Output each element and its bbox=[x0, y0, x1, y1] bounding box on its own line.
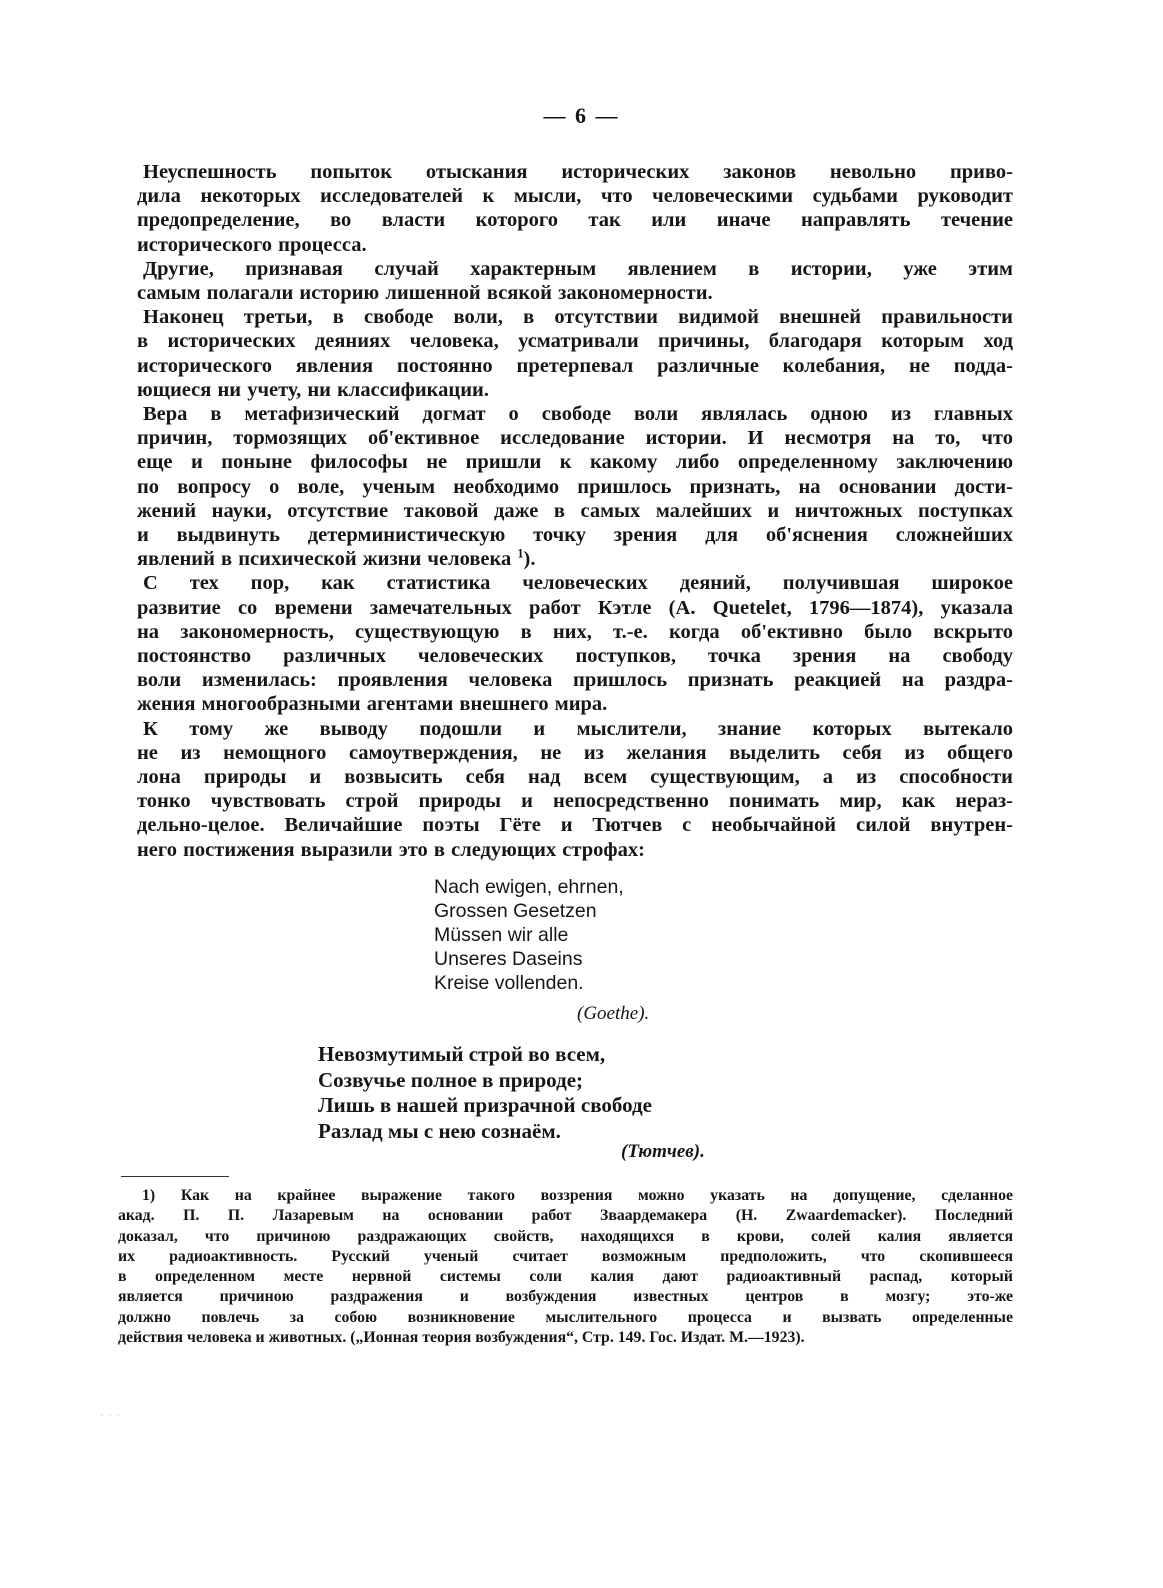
text-line: в исторических деяниях человека, усматривали причины, благодаря которым ход bbox=[137, 330, 1013, 353]
text-line: дила некоторых исследователей к мысли, что человеческими судьбами руководит bbox=[137, 185, 1013, 208]
text-line: жения многообразными агентами внешнего мира. bbox=[137, 693, 608, 716]
text-line: Другие, признавая случай характерным явлением в истории, уже этим bbox=[143, 257, 1013, 280]
page-number: — 6 — bbox=[543, 103, 620, 128]
text-line: исторического явления постоянно претерпевал различные колебания, не подда- bbox=[137, 354, 1013, 377]
text-line: С тех пор, как статистика человеческих деяний, получившая широкое bbox=[143, 572, 1013, 595]
footnote-line-content: Как на крайнее выражение такого воззрения можно указать на допущение, сделанное bbox=[180, 1187, 1014, 1204]
footnote-line: должно повлечь за собою возникновение мыслительного процесса и вызвать определенные bbox=[118, 1308, 1013, 1326]
paragraph-4 bbox=[137, 402, 1013, 571]
text-line: жений науки, отсутствие таковой даже в самых малейших и ничтожных поступках bbox=[137, 499, 1013, 522]
footnote-ref-tail: ). bbox=[523, 548, 536, 571]
text-line: ющиеся ни учету, ни классификации. bbox=[137, 378, 489, 401]
poem-line: Невозмутимый строй во всем, bbox=[318, 1042, 606, 1066]
text-line: и выдвинуть детерминистическую точку зрения для об'яснения сложнейших bbox=[137, 524, 1013, 547]
poem-line: Лишь в нашей призрачной свободе bbox=[318, 1093, 652, 1117]
text-line: не из немощного самоутверждения, не из желания выделить себя из общего bbox=[137, 741, 1013, 764]
poem-line: Nach ewigen, ehrnen, bbox=[434, 876, 624, 898]
text-line: Неуспешность попыток отыскания исторических законов невольно приво- bbox=[143, 161, 1013, 183]
text-line: постоянство различных человеческих поступков, точка зрения на свободу bbox=[137, 645, 1013, 668]
text-line bbox=[137, 547, 1013, 571]
footnote-line: доказал, что причиною раздражающих свойств, находящихся в крови, солей калия является bbox=[118, 1227, 1013, 1245]
paragraph-1 bbox=[137, 160, 1013, 257]
main-text bbox=[137, 160, 1013, 862]
poem-line: Unseres Daseins bbox=[434, 948, 583, 970]
text-line: тонко чувствовать строй природы и непосредственно понимать мир, как нераз- bbox=[137, 790, 1013, 813]
text-line: дельно-целое. Величайшие поэты Гёте и Тютчев с необычайной силой внутрен- bbox=[137, 814, 1013, 837]
text-line: воли изменилась: проявления человека пришлось признать реакцией на раздра- bbox=[137, 669, 1013, 692]
text-line: исторического процесса. bbox=[137, 233, 367, 256]
footnote-line: акад. П. П. Лазаревым на основании работ Зваардемакера (H. Zwaardemacker). Последний bbox=[118, 1207, 1013, 1225]
poem-goethe-attribution: (Goethe). bbox=[577, 1003, 650, 1024]
text-line: еще и поныне философы не пришли к какому либо определенному заключению bbox=[137, 451, 1013, 474]
poem-line: Kreise vollenden. bbox=[434, 972, 584, 994]
poem-line: Müssen wir alle bbox=[434, 924, 569, 946]
footnote-marker: 1) bbox=[142, 1187, 156, 1204]
paragraph-3 bbox=[137, 305, 1013, 402]
text-line: причин, тормозящих об'ективное исследование истории. И несмотря на то, что bbox=[137, 427, 1013, 450]
text-line: на закономерность, существующую в них, т.-е. когда об'ективно было вскрыто bbox=[137, 620, 1013, 643]
text-line-content: явлений в психической жизни человека bbox=[137, 548, 512, 571]
poem-line: Grossen Gesetzen bbox=[434, 900, 597, 922]
poem-line: Разлад мы с нею сознаём. bbox=[318, 1118, 561, 1143]
footnote-divider bbox=[121, 1176, 229, 1177]
footnote-line: является причиною раздражения и возбуждения известных центров в мозгу; это-же bbox=[118, 1288, 1013, 1306]
text-line: самым полагали историю лишенной всякой закономерности. bbox=[137, 282, 713, 305]
paragraph-5 bbox=[137, 571, 1013, 716]
footnote-reference[interactable]: 1 bbox=[517, 546, 524, 561]
paragraph-6 bbox=[137, 717, 1013, 862]
text-line: лона природы и возвысить себя над всем существующим, а из способности bbox=[137, 766, 1013, 789]
text-line: К тому же выводу подошли и мыслители, знание которых вытекало bbox=[143, 717, 1013, 740]
footnote-line: их радиоактивность. Русский ученый считает возможным предположить, что скопившееся bbox=[118, 1247, 1013, 1265]
text-line: него постижения выразили это в следующих строфах: bbox=[137, 838, 645, 861]
footnote-line bbox=[118, 1186, 1013, 1206]
footnote-line: в определенном месте нервной системы соли калия дают радиоактивный распад, который bbox=[118, 1268, 1013, 1286]
footnote-line: действия человека и животных. („Ионная теория возбуждения“, Стр. 149. Гос. Издат. М.—1923). bbox=[118, 1329, 805, 1347]
text-line: развитие со времени замечательных работ Кэтле (A. Quetelet, 1796—1874), указала bbox=[137, 596, 1013, 619]
paragraph-2 bbox=[137, 257, 1013, 305]
text-line: предопределение, во власти которого так или иначе направлять течение bbox=[137, 209, 1013, 232]
poem-goethe bbox=[434, 875, 624, 995]
text-line: по вопросу о воле, ученым необходимо пришлось признать, на основании дости- bbox=[137, 475, 1013, 498]
poem-tyutchev-attribution: (Тютчев). bbox=[621, 1141, 705, 1162]
text-line: Наконец третьи, в свободе воли, в отсутствии видимой внешней правильности bbox=[143, 306, 1013, 329]
poem-line: Созвучье полное в природе; bbox=[318, 1067, 584, 1092]
footnote bbox=[118, 1186, 1013, 1348]
text-line: Вера в метафизический догмат о свободе воли являлась одною из главных bbox=[143, 403, 1013, 426]
poem-tyutchev bbox=[318, 1042, 652, 1144]
scan-smudge: · · · bbox=[100, 1411, 121, 1422]
